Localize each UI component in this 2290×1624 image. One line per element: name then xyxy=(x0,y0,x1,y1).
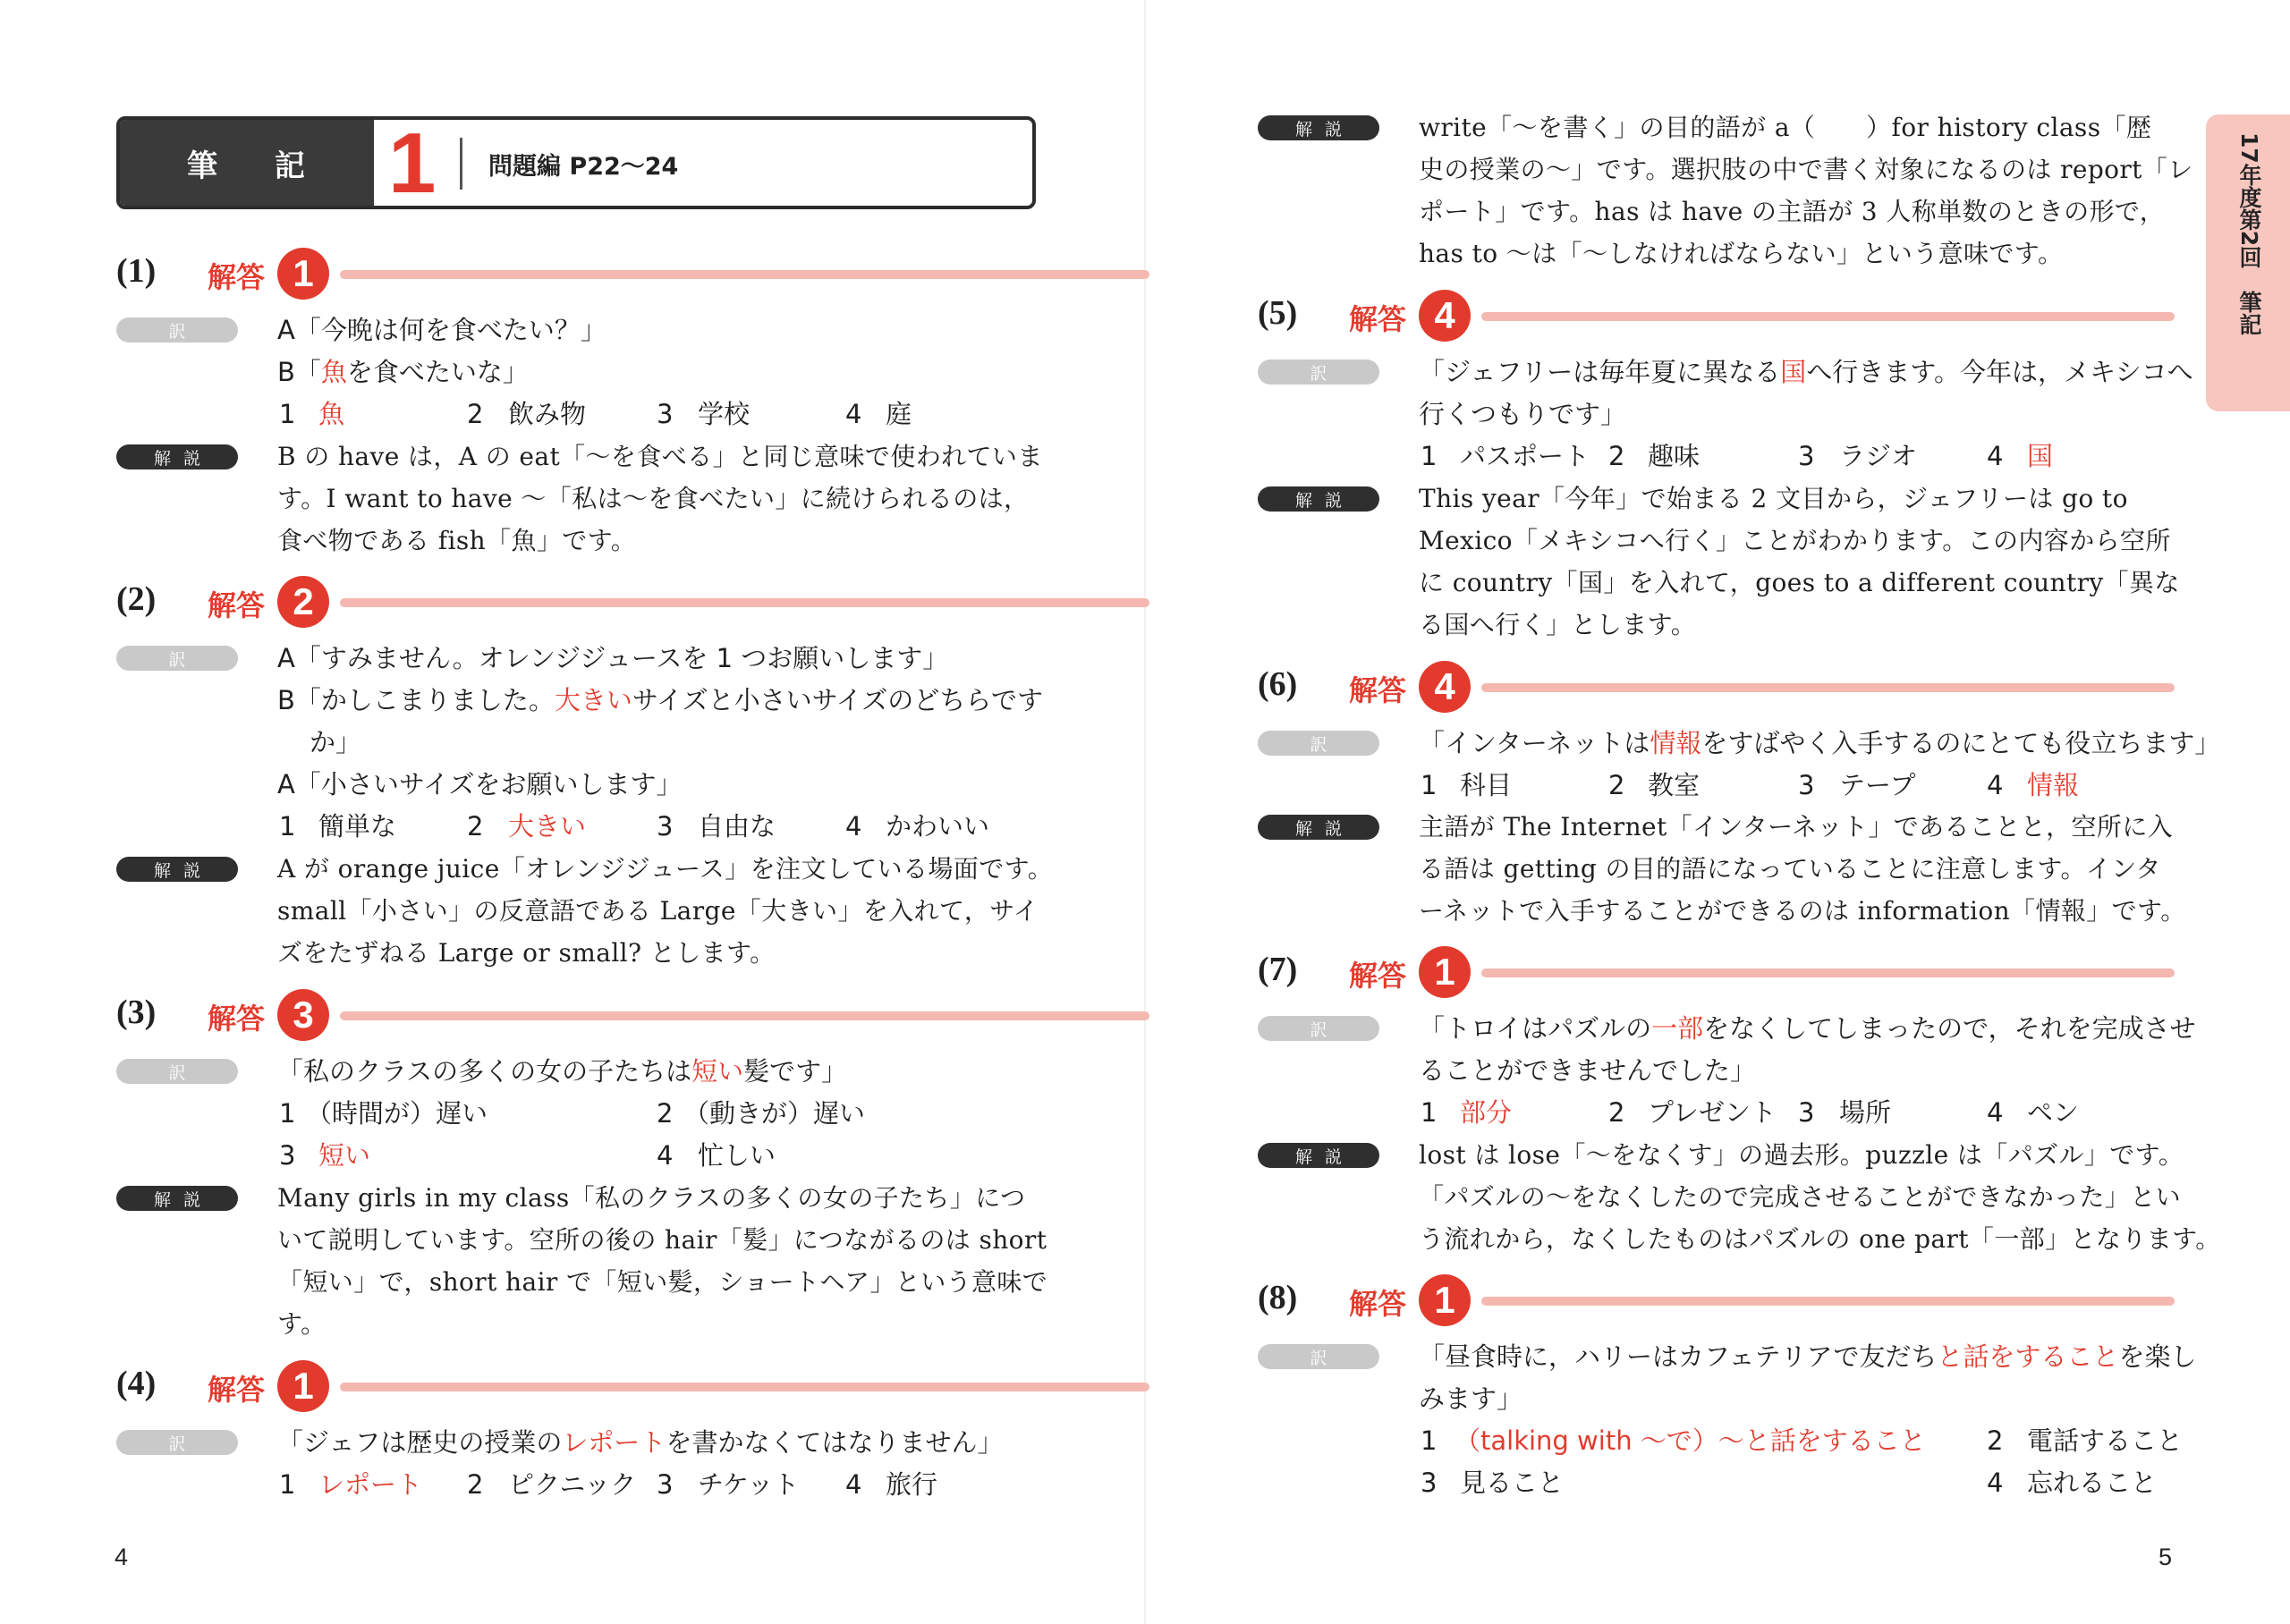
choice-num: 3 xyxy=(1798,1097,1815,1128)
highlight: 一部 xyxy=(1651,1013,1704,1044)
choice-text: （動きが）遅い xyxy=(683,1098,866,1129)
text: 「私のクラスの多くの女の子たちは xyxy=(277,1056,692,1087)
choice-num: 2 xyxy=(467,1469,484,1500)
question-heading xyxy=(1258,946,2175,1000)
answer-label: 解答 xyxy=(208,1002,266,1036)
question-heading xyxy=(1258,1274,2175,1328)
text: を書かなくてはなりません」 xyxy=(666,1427,1004,1458)
choice-num: 3 xyxy=(1798,441,1815,471)
explanation-line: る国へ行く」とします。 xyxy=(1419,610,1697,639)
answer-label: 解答 xyxy=(208,588,266,622)
highlight: 短い xyxy=(691,1056,744,1087)
choice-num: 3 xyxy=(1421,1468,1438,1498)
answer-label: 解答 xyxy=(208,260,266,294)
translation-label: 訳 xyxy=(116,646,238,671)
text: を楽し xyxy=(2118,1341,2197,1372)
choice-num: 3 xyxy=(657,1469,674,1500)
question-number: (7) xyxy=(1258,951,1298,988)
choice-text: 忘れること xyxy=(2027,1468,2158,1498)
choice-num: 2 xyxy=(467,811,484,842)
translation-label: 訳 xyxy=(1258,731,1379,756)
translation-line xyxy=(277,685,1043,715)
translation-line xyxy=(277,1056,847,1087)
choice-text: ピクニック xyxy=(508,1469,637,1500)
choice-num: 1 xyxy=(1421,1425,1438,1456)
question-number: (4) xyxy=(116,1365,157,1402)
page-number: 5 xyxy=(2159,1544,2173,1570)
question-number: (6) xyxy=(1258,665,1298,703)
explanation-line: いて説明しています。空所の後の hair「髪」につながるのは short xyxy=(277,1225,1047,1255)
translation-label: 訳 xyxy=(1258,1016,1379,1041)
highlight: と話をすること xyxy=(1937,1341,2119,1372)
explanation-line: 史の授業の〜」です。選択肢の中で書く対象になるのは report「レ xyxy=(1419,155,2193,184)
choice-text: チケット xyxy=(698,1469,800,1500)
highlight: 大きい xyxy=(554,685,632,715)
question-heading xyxy=(1258,661,2175,715)
translation-label: 訳 xyxy=(116,1059,238,1084)
translation-label: 訳 xyxy=(1258,359,1379,385)
text: をすばやく入手するのにとても役立ちます」 xyxy=(1701,728,2221,758)
answer-label: 解答 xyxy=(1349,959,1407,993)
speaker: B「 xyxy=(277,357,321,387)
heading-rule xyxy=(340,270,1149,279)
choice-text: 忙しい xyxy=(698,1140,776,1171)
choice-text: 学校 xyxy=(698,399,751,429)
translation-label: 訳 xyxy=(116,317,238,343)
answer-label: 解答 xyxy=(208,1373,266,1407)
choice-text: パスポート xyxy=(1460,441,1590,471)
translation-line: ることができませんでした」 xyxy=(1419,1055,1757,1086)
heading-rule xyxy=(340,1383,1149,1391)
choice-text: ラジオ xyxy=(1839,441,1918,471)
question-number: (8) xyxy=(1258,1279,1298,1316)
translation-line xyxy=(1419,357,2193,387)
choice-text: 魚 xyxy=(318,399,345,429)
translation-line xyxy=(1419,728,2220,758)
choice-text: 庭 xyxy=(886,399,912,429)
text: 髪です」 xyxy=(743,1056,848,1087)
explanation-line: ーネットで入手することができるのは information「情報」です。 xyxy=(1419,896,2186,926)
explanation-line: 食べ物である fish「魚」です。 xyxy=(277,526,637,555)
explanation-label: 解説 xyxy=(116,1186,238,1211)
choice-num: 1 xyxy=(1421,770,1438,800)
answer-label: 解答 xyxy=(1349,302,1407,336)
choice-text: 旅行 xyxy=(886,1469,938,1500)
choice-num: 4 xyxy=(1987,1468,2004,1498)
question-heading xyxy=(116,576,1036,630)
choice-num: 3 xyxy=(1798,770,1815,800)
explanation-line: 「パズルの〜をなくしたので完成させることができなかった」とい xyxy=(1419,1182,2182,1212)
explanation-label: 解説 xyxy=(1258,1143,1379,1168)
choice-text: 見ること xyxy=(1460,1468,1565,1498)
choice-num: 3 xyxy=(657,399,674,429)
text: をなくしてしまったので，それを完成させ xyxy=(1703,1013,2196,1044)
text: B「かしこまりました。 xyxy=(277,685,555,715)
question-heading xyxy=(116,989,1036,1043)
choice-text: 部分 xyxy=(1460,1097,1513,1128)
explanation-line: A が orange juice「オレンジジュース」を注文している場面です。 xyxy=(277,854,1054,884)
translation-line: A「今晩は何を食べたい？」 xyxy=(277,315,606,345)
heading-rule xyxy=(1481,1297,2175,1306)
choice-text: 国 xyxy=(2027,441,2054,471)
text: を食べたいな」 xyxy=(346,357,529,387)
choice-text: 短い xyxy=(318,1140,371,1171)
answer-badge: 4 xyxy=(1419,290,1471,342)
translation-line: か」 xyxy=(310,727,362,757)
choice-num: 4 xyxy=(1987,441,2004,471)
answer-badge: 1 xyxy=(1419,1274,1471,1326)
choice-text: 趣味 xyxy=(1648,441,1701,471)
text: 「ジェフは歴史の授業の xyxy=(277,1427,563,1458)
choice-text: 教室 xyxy=(1648,770,1701,800)
choice-text: ペン xyxy=(2027,1097,2080,1128)
choice-num: 4 xyxy=(1987,1097,2004,1128)
text: 「トロイはパズルの xyxy=(1419,1013,1652,1044)
answer-badge: 1 xyxy=(277,248,329,300)
choice-text: 自由な xyxy=(698,811,776,842)
translation-label: 訳 xyxy=(116,1430,238,1455)
heading-rule xyxy=(340,598,1149,607)
choice-num: 1 xyxy=(279,399,296,429)
choice-num: 2 xyxy=(1608,441,1625,471)
choice-num: 3 xyxy=(279,1140,296,1171)
answer-badge: 2 xyxy=(277,576,329,628)
explanation-line: に country「国」を入れて，goes to a different country「異な xyxy=(1419,568,2180,597)
explanation-label: 解説 xyxy=(1258,815,1379,840)
answer-badge: 1 xyxy=(1419,946,1471,998)
choice-num: 1 xyxy=(279,1469,296,1500)
heading-rule xyxy=(1481,968,2175,977)
answer-badge: 1 xyxy=(277,1360,329,1412)
explanation-line: す。 xyxy=(277,1309,327,1339)
explanation-line: う流れから，なくしたものはパズルの one part「一部」となります。 xyxy=(1419,1224,2221,1254)
answer-label: 解答 xyxy=(1349,673,1407,707)
choice-num: 4 xyxy=(845,1469,862,1500)
question-number: (3) xyxy=(116,994,157,1031)
text: 「インターネットは xyxy=(1419,728,1650,758)
heading-rule xyxy=(1481,312,2175,321)
explanation-line: 「短い」で，short hair で「短い髪，ショートヘア」という意味で xyxy=(277,1267,1048,1297)
choice-num: 2 xyxy=(1987,1425,2004,1456)
choice-text: 科目 xyxy=(1460,770,1513,800)
text: サイズと小さいサイズのどちらです xyxy=(632,685,1043,715)
explanation-line: has to 〜は「〜しなければならない」という意味です。 xyxy=(1419,239,2064,268)
explanation-line: lost は lose「〜をなくす」の過去形。puzzle は「パズル」です。 xyxy=(1419,1140,2184,1170)
explanation-line: Many girls in my class「私のクラスの多くの女の子たち」につ xyxy=(277,1183,1026,1213)
choice-text: 簡単な xyxy=(318,811,397,842)
explanation-line: る語は getting の目的語になっていることに注意します。インタ xyxy=(1419,854,2161,884)
choice-num: 1 xyxy=(279,1098,296,1129)
explanation-line: Mexico「メキシコへ行く」ことがわかります。この内容から空所 xyxy=(1419,526,2171,555)
side-tab xyxy=(2206,114,2290,411)
translation-line xyxy=(277,357,529,387)
question-heading xyxy=(116,1360,1036,1414)
choice-text: （talking with 〜で）〜と話をすること xyxy=(1455,1425,1926,1456)
choice-num: 2 xyxy=(1608,770,1625,800)
explanation-line: ズをたずねる Large or small? とします。 xyxy=(277,938,776,968)
explanation-line: す。I want to have 〜「私は〜を食べたい」に続けられるのは， xyxy=(277,484,1030,513)
translation-line: 行くつもりです」 xyxy=(1419,399,1627,429)
choice-text: 場所 xyxy=(1839,1097,1892,1128)
question-heading xyxy=(1258,290,2175,343)
answer-badge: 4 xyxy=(1419,661,1471,713)
question-heading xyxy=(116,248,1036,301)
choice-num: 4 xyxy=(845,399,862,429)
choice-text: プレゼント xyxy=(1648,1097,1777,1128)
explanation-line: 主語が The Internet「インターネット」であることと，空所に入 xyxy=(1419,812,2174,842)
explanation-line: This year「今年」で始まる 2 文目から，ジェフリーは go to xyxy=(1419,484,2128,513)
choice-text: 情報 xyxy=(2027,770,2080,800)
highlight: レポート xyxy=(562,1427,666,1458)
choice-num: 4 xyxy=(657,1140,674,1171)
highlight: 魚 xyxy=(320,357,347,387)
choice-text: レポート xyxy=(318,1469,423,1500)
choice-num: 3 xyxy=(657,811,674,842)
highlight: 情報 xyxy=(1650,728,1702,758)
choice-num: 1 xyxy=(1421,1097,1438,1128)
choice-text: テープ xyxy=(1839,770,1916,800)
translation-line: みます」 xyxy=(1419,1383,1523,1414)
choice-text: （時間が）遅い xyxy=(306,1098,488,1129)
answer-badge: 3 xyxy=(277,989,329,1041)
explanation-label: 解説 xyxy=(1258,486,1379,512)
choice-text: 大きい xyxy=(508,811,587,842)
explanation-label: 解説 xyxy=(116,444,238,469)
translation-line xyxy=(277,1427,1003,1458)
header-divider xyxy=(460,138,462,190)
highlight: 国 xyxy=(1780,357,1807,387)
heading-rule xyxy=(1481,683,2175,692)
question-number: (5) xyxy=(1258,294,1298,332)
choice-num: 2 xyxy=(1608,1097,1625,1128)
explanation-line: small「小さい」の反意語である Large「大きい」を入れて，サイ xyxy=(277,896,1039,926)
section-header xyxy=(116,116,1036,209)
translation-line xyxy=(1419,1341,2196,1372)
translation-label: 訳 xyxy=(1258,1344,1379,1369)
right-page xyxy=(1145,0,2290,1624)
text: へ行きます。今年は，メキシコへ xyxy=(1806,357,2193,387)
page-number: 4 xyxy=(114,1544,129,1570)
choice-text: 電話すること xyxy=(2027,1425,2184,1456)
problem-reference: 問題編 P22〜24 xyxy=(488,153,679,181)
choice-text: 飲み物 xyxy=(508,399,587,429)
explanation-label: 解説 xyxy=(116,857,238,882)
question-number: (1) xyxy=(116,252,157,290)
heading-rule xyxy=(340,1011,1149,1020)
text: 「昼食時に，ハリーはカフェテリアで友だち xyxy=(1419,1341,1938,1372)
explanation-line: ポート」です。has は have の主語が 3 人称単数のときの形で， xyxy=(1419,197,2166,226)
choice-num: 4 xyxy=(845,811,862,842)
choice-num: 1 xyxy=(279,811,296,842)
text: 「ジェフリーは毎年夏に異なる xyxy=(1419,357,1781,387)
choice-num: 1 xyxy=(1421,441,1438,471)
choice-num: 2 xyxy=(657,1098,674,1129)
answer-label: 解答 xyxy=(1349,1287,1407,1321)
side-tab-label: 17年度第2回 筆記 xyxy=(2236,132,2262,336)
explanation-line: write「〜を書く」の目的語が a（ ）for history class「歴 xyxy=(1419,113,2152,142)
section-number: 1 xyxy=(388,116,437,209)
translation-line: A「小さいサイズをお願いします」 xyxy=(277,769,683,799)
section-title: 筆 記 xyxy=(120,120,374,206)
choice-text: かわいい xyxy=(886,811,990,842)
question-number: (2) xyxy=(116,580,157,618)
explanation-label: 解説 xyxy=(1258,115,1379,140)
choice-num: 2 xyxy=(467,399,484,429)
translation-line: A「すみません。オレンジジュースを 1 つお願いします」 xyxy=(277,643,949,673)
translation-line xyxy=(1419,1013,2196,1044)
choice-num: 4 xyxy=(1987,770,2004,800)
explanation-line: B の have は，A の eat「〜を食べる」と同じ意味で使われていま xyxy=(277,442,1043,471)
